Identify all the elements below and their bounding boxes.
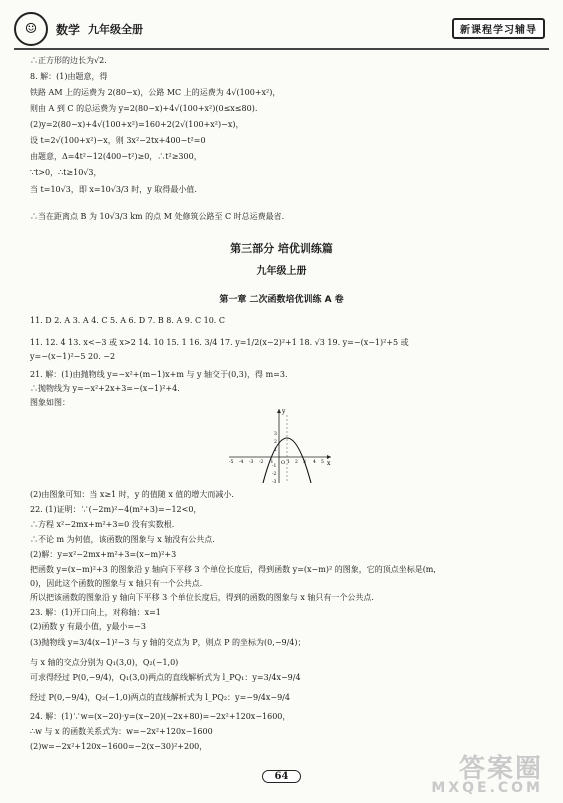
text-line: 由题意，Δ=4t²−12(400−t²)≥0，∴t²≥300， [30, 152, 202, 161]
text-line: (2)函数 y 有最小值，y最小=−3 [30, 622, 146, 631]
y-tick-label: -1 [272, 464, 277, 469]
text-line: 23. 解：(1)开口向上，对称轴：x=1 [30, 608, 161, 617]
y-tick-label: 2 [274, 440, 277, 445]
text-line: 11. 12. 4 13. x<−3 或 x>2 14. 10 15. 1 16. 3/4 17. y=1/2(x−2)²+1 18. √3 19. y=−(x−1)²+5 或 [30, 338, 409, 347]
text-line: 设 t=2√(100+x²)−x，则 3x²−2tx+400−t²=0 [30, 136, 206, 145]
text-line: 24. 解：(1)∵w=(x−20)·y=(x−20)(−2x+80)=−2x²+120x−1600， [30, 712, 291, 721]
text-line: (2)解：y=x²−2mx+m²+3=(x−m)²+3 [30, 550, 177, 559]
text-line: (2)w=−2x²+120x−1600=−2(x−30)²+200， [30, 742, 208, 751]
text-line: (2)y=2(80−x)+4√(100+x²)=160+2(2√(100+x²)−x)， [30, 120, 244, 129]
text-line: 当 t=10√3，即 x=10√3/3 时，y 取得最小值. [30, 185, 197, 194]
y-tick-label: -3 [272, 480, 277, 485]
series-badge: 新课程学习辅导 [452, 18, 545, 39]
text-line: 22. (1)证明：∵(−2m)²−4(m²+3)=−12<0， [30, 505, 202, 514]
x-axis-label: x [327, 460, 331, 467]
page-number: 64 [262, 770, 302, 783]
watermark-logo: 答案圈 [458, 754, 543, 784]
publisher-logo-icon: ☺ [14, 12, 48, 46]
x-tick-label: 2 [295, 460, 298, 465]
text-line: 11. D 2. A 3. A 4. C 5. A 6. D 7. B 8. A 9. C 10. C [30, 316, 226, 325]
x-tick-label: -5 [229, 460, 234, 465]
y-tick-labels [272, 431, 277, 485]
text-line: ∵t>0，∴t≥10√3， [30, 168, 102, 177]
origin-label: O [281, 460, 286, 466]
text-line: ∴方程 x²−2mx+m²+3=0 没有实数根. [30, 520, 175, 529]
x-tick-label: 3 [303, 460, 306, 465]
header-divider [14, 48, 549, 50]
x-tick-label: -1 [269, 460, 274, 465]
chapter-title: 第一章 二次函数培优训练 A 卷 [219, 295, 344, 305]
x-tick-label: -2 [259, 460, 264, 465]
text-line: 8. 解：(1)由题意，得 [30, 72, 108, 81]
x-axis-arrow-icon [327, 455, 331, 459]
x-tick-label: 1 [287, 460, 290, 465]
y-axis-arrow-icon [277, 409, 281, 413]
text-line: 21. 解：(1)由抛物线 y=−x²+(m−1)x+m 与 y 轴交于(0,3)，得 m=3. [30, 370, 288, 379]
x-tick-label: -3 [249, 460, 254, 465]
text-line: (3)抛物线 y=3/4(x−1)²−3 与 y 轴的交点为 P，则点 P 的坐标为(0,−9/4)； [30, 638, 306, 647]
x-tick-label: 5 [321, 460, 324, 465]
x-tick-label: 4 [313, 460, 316, 465]
text-line: (2)由图象可知：当 x≥1 时，y 的值随 x 值的增大而减小. [30, 490, 234, 499]
text-line: 铁路 AM 上的运费为 2(80−x)，公路 MC 上的运费为 4√(100+x²)， [30, 88, 281, 97]
text-line: 所以把该函数的图象沿 y 轴向下平移 3 个单位长度后，得到的函数的图象与 x 轴只有一个公共点. [30, 593, 374, 602]
watermark-url: MXQE.COM [431, 780, 543, 796]
text-line: ∴不论 m 为何值，该函数的图象与 x 轴没有公共点. [30, 535, 215, 544]
text-line: ∴正方形的边长为√2. [30, 56, 107, 65]
text-line: ∴抛物线为 y=−x²+2x+3=−(x−1)²+4. [30, 384, 180, 393]
text-line: ∴w 与 x 的函数关系式为：w=−2x²+120x−1600 [30, 727, 213, 736]
text-line: 图象如图： [30, 398, 70, 407]
text-line: 可求得经过 P(0,−9/4)，Q₁(3,0)两点的直线解析式为 l_PQ₁：y=3/4x−9/4 [30, 673, 301, 682]
text-line: 把函数 y=(x−m)²+3 的图象沿 y 轴向下平移 3 个单位长度后，得到函数 y=(x−m)² 的图象，它的顶点坐标是(m, [30, 565, 436, 574]
subject-label: 数学 [56, 22, 81, 37]
y-tick-label: 3 [274, 432, 277, 437]
y-axis-label: y [282, 408, 286, 415]
text-line: y=−(x−1)²−5 20. −2 [30, 352, 116, 361]
text-line: ∴当在距离点 B 为 10√3/3 km 的点 M 处修筑公路至 C 时总运费最省. [30, 212, 285, 221]
y-tick-label: 1 [274, 448, 277, 453]
text-line: 则由 A 到 C 的总运费为 y=2(80−x)+4√(100+x²)(0≤x≤80). [30, 104, 258, 113]
parabola-graph [225, 405, 335, 485]
volume-title: 九年级上册 [256, 266, 307, 277]
x-tick-labels [229, 459, 324, 465]
x-tick-label: -4 [239, 460, 244, 465]
text-line: 0)，因此这个函数的图象与 x 轴只有一个公共点. [30, 579, 203, 588]
y-tick-label: -2 [272, 472, 277, 477]
page-header-left [14, 12, 143, 46]
text-line: 与 x 轴的交点分别为 Q₁(3,0)，Q₂(−1,0) [30, 658, 179, 667]
grade-label: 九年级全册 [88, 23, 144, 36]
part-title: 第三部分 培优训练篇 [230, 242, 333, 255]
text-line: 经过 P(0,−9/4)，Q₂(−1,0)两点的直线解析式为 l_PQ₂：y=−9/4x−9/4 [30, 693, 290, 702]
